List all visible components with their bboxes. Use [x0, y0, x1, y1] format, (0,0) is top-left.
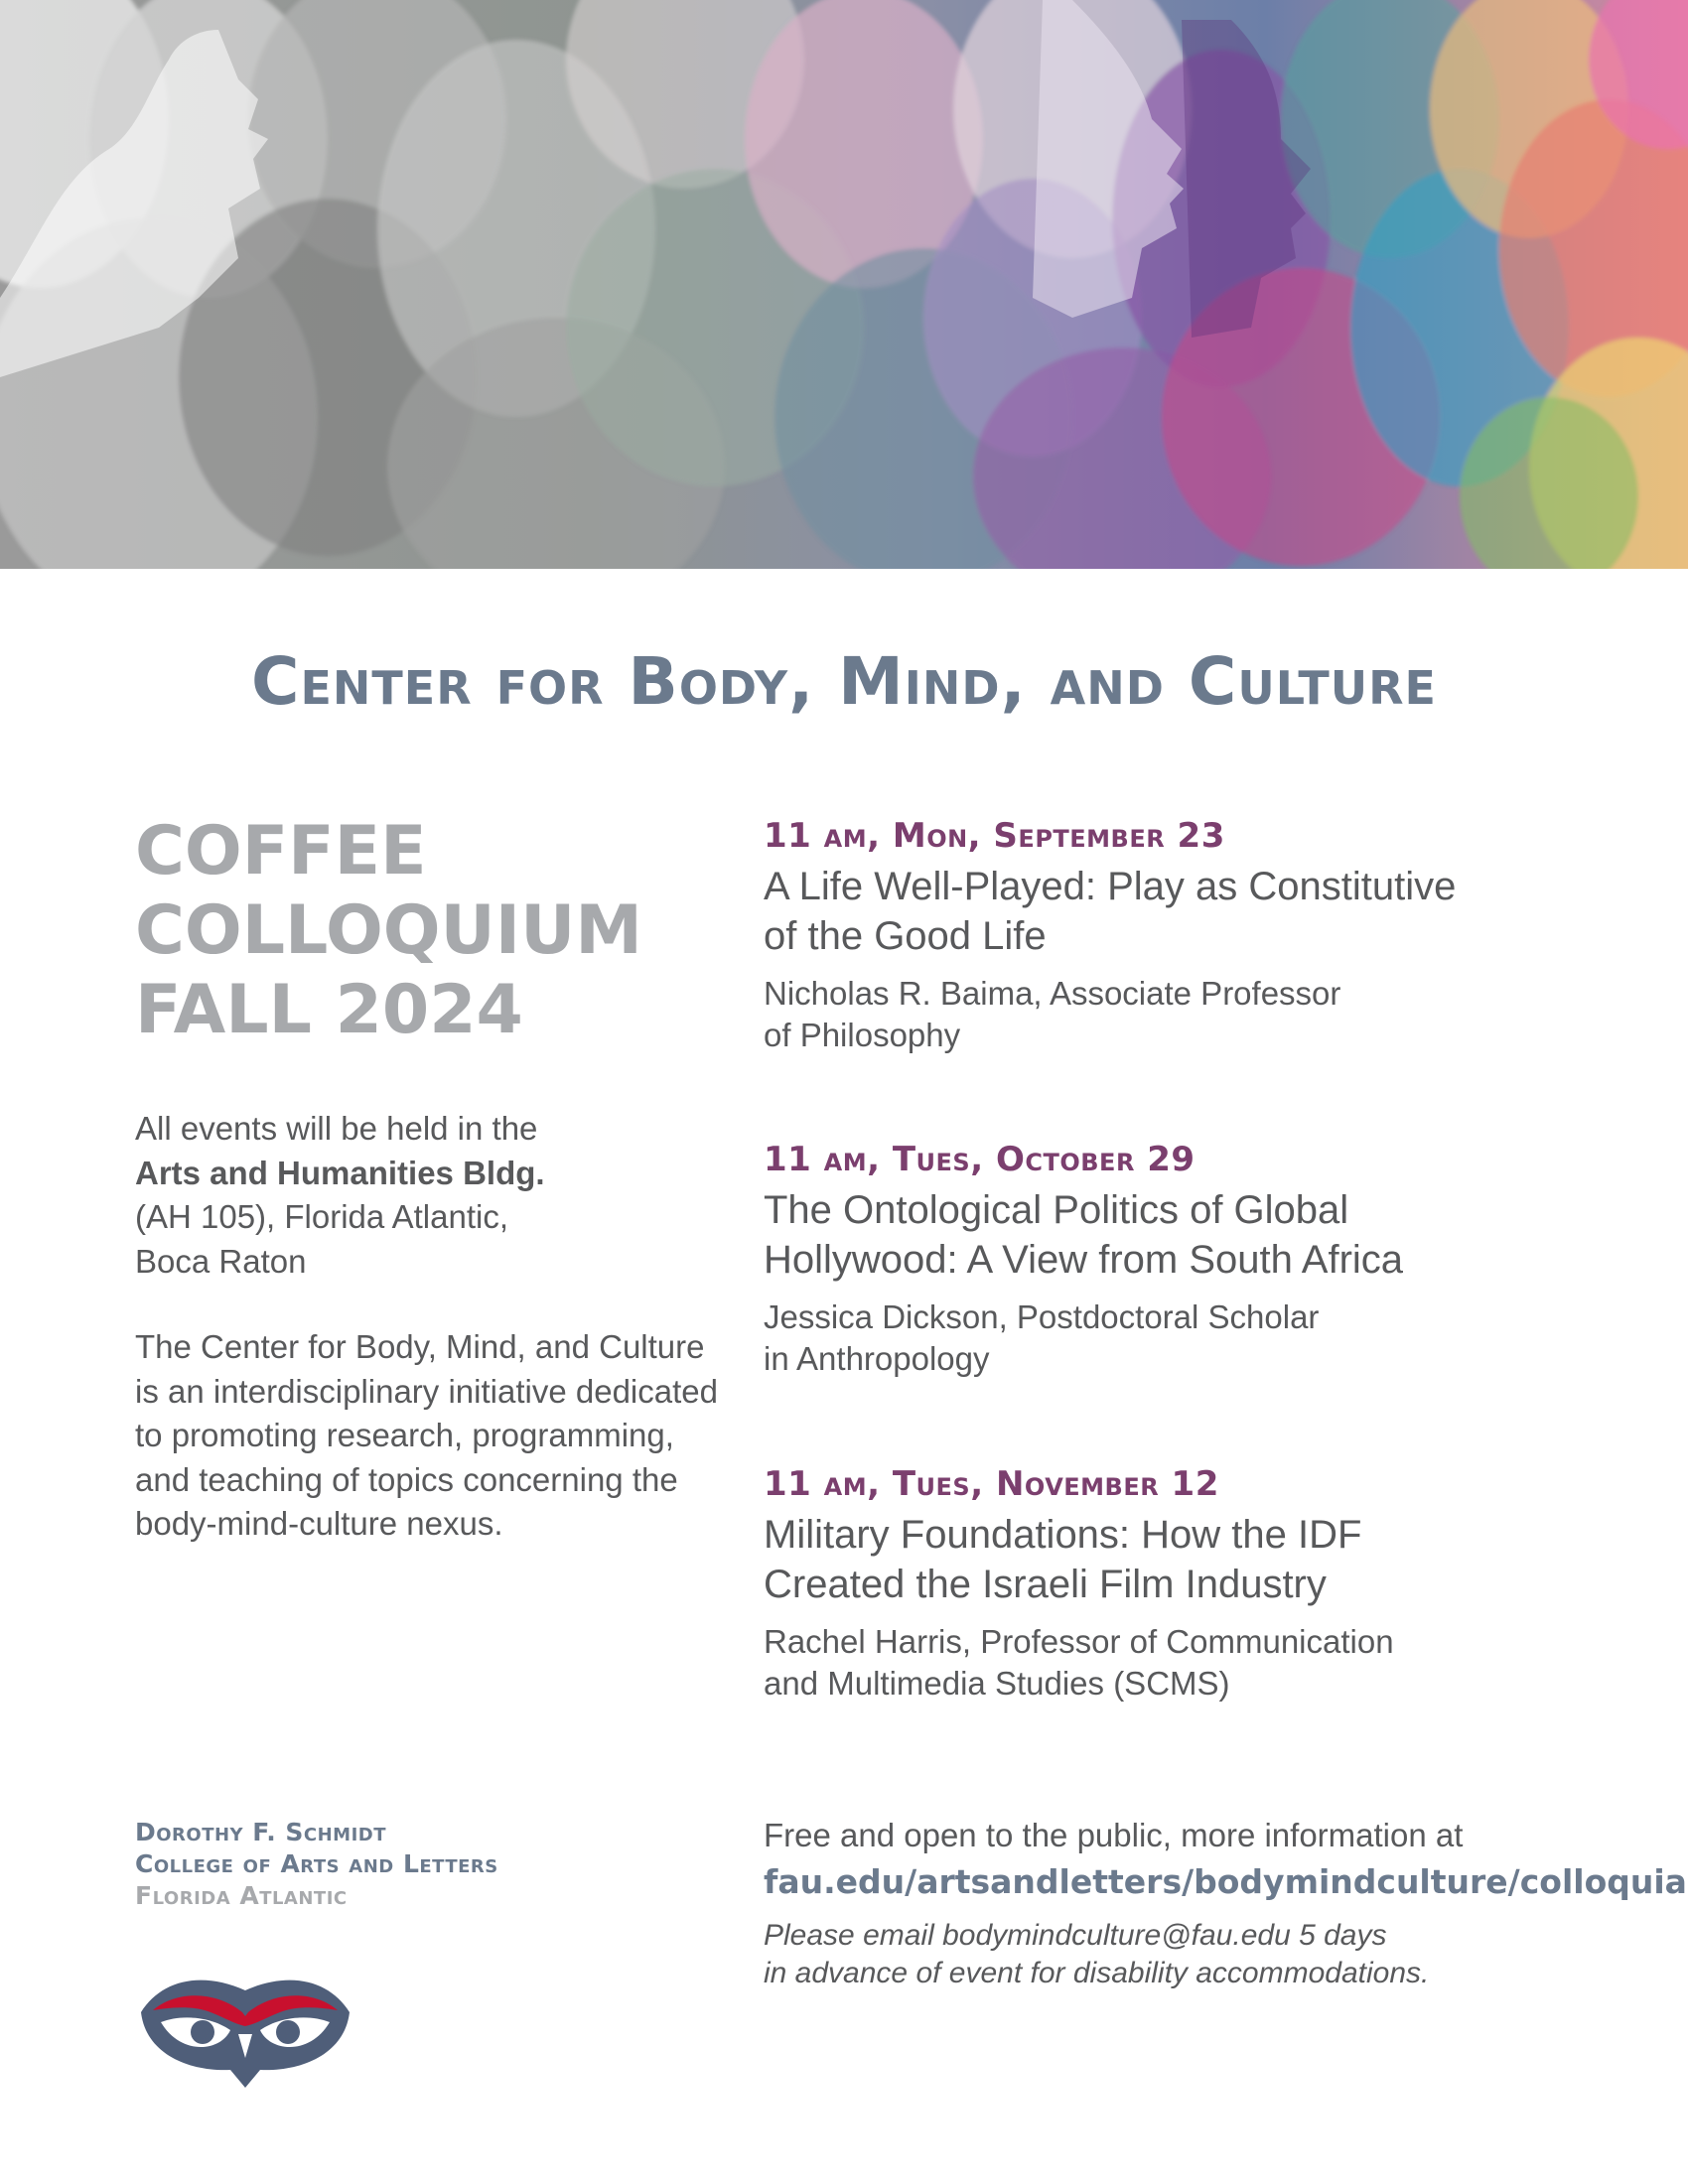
event-title-line-1: Military Foundations: How the IDF: [764, 1513, 1362, 1557]
header-banner-image: [0, 0, 1688, 569]
location-building: Arts and Humanities Bldg.: [135, 1154, 545, 1191]
footer-info: [764, 1817, 1687, 1992]
event-date: 11 am, Tues, November 12: [764, 1464, 1219, 1504]
series-title-line-1: COFFEE: [135, 812, 427, 890]
info-url-link[interactable]: fau.edu/artsandletters/bodymindculture/colloquia: [764, 1862, 1687, 1901]
event-title-line-2: of the Good Life: [764, 914, 1047, 958]
college-line-1: Dorothy F. Schmidt: [135, 1818, 387, 1846]
event-date: 11 am, Tues, October 29: [764, 1140, 1196, 1179]
event-speaker-line-2: and Multimedia Studies (SCMS): [764, 1665, 1230, 1702]
event-date: 11 am, Mon, September 23: [764, 816, 1225, 856]
event-speaker-line-1: Jessica Dickson, Postdoctoral Scholar: [764, 1298, 1320, 1335]
event-title-line-1: The Ontological Politics of Global: [764, 1188, 1349, 1232]
event-speaker-line-1: Nicholas R. Baima, Associate Professor: [764, 975, 1341, 1012]
event-title: [764, 1185, 1637, 1285]
location-room: (AH 105), Florida Atlantic,: [135, 1198, 508, 1235]
accommodations-note: [764, 1917, 1657, 1992]
event-title-line-2: Created the Israeli Film Industry: [764, 1563, 1327, 1606]
event-speaker: [764, 1297, 1637, 1380]
location-city: Boca Raton: [135, 1242, 307, 1280]
event-speaker: [764, 973, 1637, 1056]
event-speaker-line-1: Rachel Harris, Professor of Communication: [764, 1623, 1394, 1660]
series-title-line-2: COLLOQUIUM: [135, 891, 642, 970]
about-text: The Center for Body, Mind, and Culture is an interdisciplinary initiative dedicated to promoting research, programming, and teaching of topics concerning the body-mind-culture nexus.: [135, 1328, 718, 1542]
college-name: [135, 1817, 498, 1912]
college-line-3: Florida Atlantic: [135, 1881, 348, 1910]
location-info: [135, 1107, 691, 1284]
event-title-line-1: A Life Well-Played: Play as Constitutive: [764, 865, 1457, 908]
series-title-line-3: FALL 2024: [135, 971, 523, 1049]
accommodations-line-1: Please email bodymindculture@fau.edu 5 days: [764, 1919, 1387, 1952]
center-title: Center for Body, Mind, and Culture: [251, 643, 1437, 720]
event-title: [764, 1510, 1637, 1609]
college-line-2: College of Arts and Letters: [135, 1849, 498, 1878]
event-3: [764, 1464, 1637, 1705]
owl-logo-icon: [131, 1961, 359, 2095]
event-2: [764, 1140, 1637, 1380]
event-speaker-line-2: of Philosophy: [764, 1017, 961, 1053]
event-speaker: [764, 1621, 1637, 1705]
location-intro: All events will be held in the: [135, 1110, 538, 1147]
free-admission-text: Free and open to the public, more information at: [764, 1817, 1464, 1853]
event-title-line-2: Hollywood: A View from South Africa: [764, 1238, 1404, 1282]
accommodations-line-2: in advance of event for disability accommodations.: [764, 1957, 1430, 1989]
event-speaker-line-2: in Anthropology: [764, 1340, 990, 1377]
head-silhouettes-illustration: [0, 0, 1688, 569]
event-1: [764, 816, 1637, 1056]
event-title: [764, 862, 1637, 961]
series-title: [135, 812, 691, 1050]
